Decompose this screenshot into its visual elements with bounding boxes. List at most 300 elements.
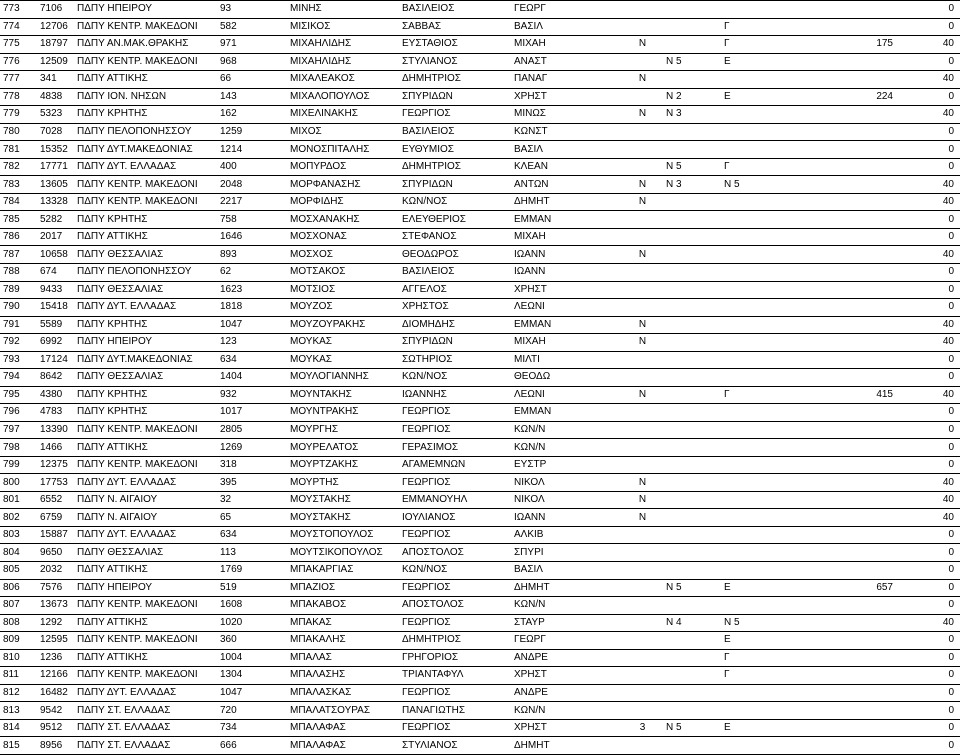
cell-flag-n (622, 421, 663, 439)
cell-level-b (721, 281, 779, 299)
cell-region: ΠΔΠΥ ΚΡΗΤΗΣ (74, 211, 217, 229)
cell-surname: ΜΟΥΡΤΗΣ (287, 474, 399, 492)
cell-row-number: 791 (0, 316, 37, 334)
cell-region: ΠΔΠΥ ΚΡΗΤΗΣ (74, 316, 217, 334)
table-row (0, 18, 960, 36)
cell-first-name: ΣΠΥΡΙΔΩΝ (399, 176, 511, 194)
cell-region: ΠΔΠΥ ΑΝ.ΜΑΚ.ΘΡΑΚΗΣ (74, 36, 217, 54)
cell-father-name: ΜΙΧΑΗ (511, 228, 622, 246)
cell-code: 2217 (217, 193, 287, 211)
cell-code: 32 (217, 491, 287, 509)
cell-region: ΠΔΠΥ ΑΤΤΙΚΗΣ (74, 228, 217, 246)
cell-points: 0 (899, 649, 960, 667)
cell-points: 0 (899, 263, 960, 281)
cell-record-id: 1292 (37, 614, 74, 632)
cell-row-number: 809 (0, 632, 37, 650)
cell-flag-n (622, 579, 663, 597)
cell-amount (779, 158, 899, 176)
cell-father-name: ΜΙΝΩΣ (511, 106, 622, 124)
cell-code: 62 (217, 263, 287, 281)
cell-amount (779, 702, 899, 720)
cell-level-b (721, 106, 779, 124)
cell-points: 0 (899, 369, 960, 387)
table-row (0, 351, 960, 369)
table-row (0, 579, 960, 597)
cell-points: 40 (899, 193, 960, 211)
cell-level-a: Ν 2 (663, 88, 721, 106)
cell-surname: ΜΟΥΚΑΣ (287, 351, 399, 369)
cell-level-b (721, 369, 779, 387)
cell-record-id: 13390 (37, 421, 74, 439)
cell-amount (779, 246, 899, 264)
cell-flag-n (622, 614, 663, 632)
cell-level-a (663, 281, 721, 299)
table-row (0, 1, 960, 19)
cell-surname: ΜΙΣΙΚΟΣ (287, 18, 399, 36)
cell-first-name: ΣΤΥΛΙΑΝΟΣ (399, 737, 511, 755)
cell-level-b: Γ (721, 386, 779, 404)
cell-surname: ΜΟΥΤΣΙΚΟΠΟΥΛΟΣ (287, 544, 399, 562)
cell-record-id: 12595 (37, 632, 74, 650)
cell-surname: ΜΠΑΚΑΒΟΣ (287, 597, 399, 615)
cell-record-id: 4838 (37, 88, 74, 106)
cell-first-name: ΓΕΩΡΓΙΟΣ (399, 526, 511, 544)
cell-code: 1004 (217, 649, 287, 667)
cell-points: 0 (899, 228, 960, 246)
cell-row-number: 777 (0, 71, 37, 89)
cell-code: 360 (217, 632, 287, 650)
cell-code: 1047 (217, 316, 287, 334)
cell-level-b: Ε (721, 88, 779, 106)
cell-region: ΠΔΠΥ Ν. ΑΙΓΑΙΟΥ (74, 491, 217, 509)
cell-surname: ΜΠΑΛΑΣΗΣ (287, 667, 399, 685)
cell-amount (779, 614, 899, 632)
cell-level-a (663, 211, 721, 229)
table-row (0, 702, 960, 720)
cell-code: 720 (217, 702, 287, 720)
table-row (0, 228, 960, 246)
cell-record-id: 13605 (37, 176, 74, 194)
cell-flag-n: Ν (622, 334, 663, 352)
cell-first-name: ΔΗΜΗΤΡΙΟΣ (399, 71, 511, 89)
cell-surname: ΜΙΧΑΗΛΙΔΗΣ (287, 36, 399, 54)
cell-amount (779, 1, 899, 19)
cell-level-b (721, 246, 779, 264)
cell-flag-n (622, 88, 663, 106)
cell-level-b (721, 597, 779, 615)
cell-father-name: ΕΥΣΤΡ (511, 456, 622, 474)
cell-first-name: ΓΕΩΡΓΙΟΣ (399, 421, 511, 439)
cell-first-name: ΓΕΩΡΓΙΟΣ (399, 614, 511, 632)
cell-level-b (721, 334, 779, 352)
cell-first-name: ΓΕΩΡΓΙΟΣ (399, 719, 511, 737)
table-row (0, 88, 960, 106)
cell-amount (779, 369, 899, 387)
cell-region: ΠΔΠΥ ΚΕΝΤΡ. ΜΑΚΕΔΟΝΙ (74, 456, 217, 474)
cell-points: 40 (899, 36, 960, 54)
cell-first-name: ΑΠΟΣΤΟΛΟΣ (399, 544, 511, 562)
cell-region: ΠΔΠΥ Ν. ΑΙΓΑΙΟΥ (74, 509, 217, 527)
cell-level-a (663, 246, 721, 264)
cell-region: ΠΔΠΥ ΠΕΛΟΠΟΝΗΣΣΟΥ (74, 123, 217, 141)
table-row (0, 386, 960, 404)
cell-points: 0 (899, 667, 960, 685)
cell-level-b (721, 702, 779, 720)
cell-row-number: 788 (0, 263, 37, 281)
cell-surname: ΜΠΑΚΑΡΓΙΑΣ (287, 562, 399, 580)
cell-flag-n: Ν (622, 71, 663, 89)
cell-code: 666 (217, 737, 287, 755)
cell-points: 0 (899, 123, 960, 141)
cell-amount (779, 649, 899, 667)
cell-level-b (721, 211, 779, 229)
cell-flag-n (622, 299, 663, 317)
cell-amount (779, 53, 899, 71)
cell-amount (779, 404, 899, 422)
cell-points: 40 (899, 71, 960, 89)
table-row (0, 491, 960, 509)
table-row (0, 71, 960, 89)
table-row (0, 36, 960, 54)
cell-level-b: Ν 5 (721, 176, 779, 194)
table-row (0, 53, 960, 71)
cell-surname: ΜΟΥΖΟΥΡΑΚΗΣ (287, 316, 399, 334)
cell-first-name: ΓΡΗΓΟΡΙΟΣ (399, 649, 511, 667)
cell-father-name: ΕΜΜΑΝ (511, 316, 622, 334)
cell-record-id: 1236 (37, 649, 74, 667)
cell-father-name: ΧΡΗΣΤ (511, 667, 622, 685)
table-row (0, 456, 960, 474)
cell-level-a: Ν 3 (663, 106, 721, 124)
cell-record-id: 16482 (37, 684, 74, 702)
cell-father-name: ΚΩΝ/Ν (511, 597, 622, 615)
cell-level-a (663, 737, 721, 755)
cell-surname: ΜΟΡΦΑΝΑΣΗΣ (287, 176, 399, 194)
cell-level-b (721, 71, 779, 89)
cell-points: 40 (899, 176, 960, 194)
cell-surname: ΜΟΥΣΤΑΚΗΣ (287, 509, 399, 527)
cell-amount (779, 228, 899, 246)
cell-level-a (663, 526, 721, 544)
cell-points: 0 (899, 1, 960, 19)
table-row (0, 684, 960, 702)
cell-record-id: 9512 (37, 719, 74, 737)
cell-row-number: 775 (0, 36, 37, 54)
cell-amount: 657 (779, 579, 899, 597)
cell-record-id: 13673 (37, 597, 74, 615)
cell-row-number: 793 (0, 351, 37, 369)
cell-region: ΠΔΠΥ ΔΥΤ. ΕΛΛΑΔΑΣ (74, 684, 217, 702)
cell-level-a (663, 456, 721, 474)
cell-code: 1304 (217, 667, 287, 685)
cell-points: 0 (899, 141, 960, 159)
cell-flag-n (622, 369, 663, 387)
cell-region: ΠΔΠΥ ΚΕΝΤΡ. ΜΑΚΕΔΟΝΙ (74, 193, 217, 211)
cell-row-number: 781 (0, 141, 37, 159)
cell-level-a (663, 562, 721, 580)
cell-father-name: ΑΝΑΣΤ (511, 53, 622, 71)
cell-code: 2805 (217, 421, 287, 439)
cell-level-b (721, 351, 779, 369)
cell-amount (779, 509, 899, 527)
cell-record-id: 2017 (37, 228, 74, 246)
cell-first-name: ΚΩΝ/ΝΟΣ (399, 193, 511, 211)
cell-row-number: 815 (0, 737, 37, 755)
cell-first-name: ΙΩΑΝΝΗΣ (399, 386, 511, 404)
cell-level-b (721, 456, 779, 474)
cell-first-name: ΕΥΘΥΜΙΟΣ (399, 141, 511, 159)
cell-first-name: ΔΗΜΗΤΡΙΟΣ (399, 632, 511, 650)
cell-first-name: ΑΓΓΕΛΟΣ (399, 281, 511, 299)
cell-first-name: ΕΥΣΤΑΘΙΟΣ (399, 36, 511, 54)
cell-points: 0 (899, 702, 960, 720)
cell-code: 932 (217, 386, 287, 404)
cell-father-name: ΙΩΑΝΝ (511, 509, 622, 527)
cell-level-b (721, 193, 779, 211)
cell-record-id: 13328 (37, 193, 74, 211)
cell-father-name: ΑΝΔΡΕ (511, 649, 622, 667)
cell-points: 40 (899, 474, 960, 492)
cell-amount (779, 176, 899, 194)
cell-flag-n (622, 141, 663, 159)
cell-surname: ΜΠΑΛΑΣ (287, 649, 399, 667)
cell-record-id: 17124 (37, 351, 74, 369)
cell-region: ΠΔΠΥ ΚΕΝΤΡ. ΜΑΚΕΔΟΝΙ (74, 632, 217, 650)
cell-surname: ΜΟΥΛΟΓΙΑΝΝΗΣ (287, 369, 399, 387)
cell-region: ΠΔΠΥ ΔΥΤ. ΕΛΛΑΔΑΣ (74, 158, 217, 176)
cell-flag-n: Ν (622, 316, 663, 334)
cell-region: ΠΔΠΥ ΘΕΣΣΑΛΙΑΣ (74, 281, 217, 299)
cell-code: 93 (217, 1, 287, 19)
cell-region: ΠΔΠΥ ΚΕΝΤΡ. ΜΑΚΕΔΟΝΙ (74, 18, 217, 36)
cell-points: 0 (899, 18, 960, 36)
cell-row-number: 789 (0, 281, 37, 299)
cell-record-id: 9650 (37, 544, 74, 562)
cell-level-a (663, 1, 721, 19)
cell-level-a (663, 684, 721, 702)
cell-first-name: ΒΑΣΙΛΕΙΟΣ (399, 263, 511, 281)
cell-code: 968 (217, 53, 287, 71)
cell-points: 0 (899, 526, 960, 544)
cell-amount: 415 (779, 386, 899, 404)
cell-level-b (721, 526, 779, 544)
cell-row-number: 797 (0, 421, 37, 439)
cell-surname: ΜΟΥΚΑΣ (287, 334, 399, 352)
cell-amount (779, 299, 899, 317)
cell-code: 1214 (217, 141, 287, 159)
cell-region: ΠΔΠΥ ΑΤΤΙΚΗΣ (74, 439, 217, 457)
cell-father-name: ΒΑΣΙΛ (511, 18, 622, 36)
cell-region: ΠΔΠΥ ΗΠΕΙΡΟΥ (74, 579, 217, 597)
cell-surname: ΜΟΥΝΤΡΑΚΗΣ (287, 404, 399, 422)
cell-level-a (663, 123, 721, 141)
table-row (0, 719, 960, 737)
cell-code: 113 (217, 544, 287, 562)
cell-level-b (721, 737, 779, 755)
cell-flag-n (622, 281, 663, 299)
cell-surname: ΜΟΣΧΟΣ (287, 246, 399, 264)
cell-surname: ΜΟΤΣΙΟΣ (287, 281, 399, 299)
cell-level-b: Γ (721, 667, 779, 685)
cell-row-number: 812 (0, 684, 37, 702)
cell-first-name: ΣΠΥΡΙΔΩΝ (399, 334, 511, 352)
cell-first-name: ΓΕΩΡΓΙΟΣ (399, 474, 511, 492)
cell-amount (779, 211, 899, 229)
cell-father-name: ΔΗΜΗΤ (511, 193, 622, 211)
cell-points: 0 (899, 632, 960, 650)
table-row (0, 123, 960, 141)
cell-father-name: ΜΙΧΑΗ (511, 36, 622, 54)
table-row (0, 299, 960, 317)
cell-row-number: 813 (0, 702, 37, 720)
cell-amount (779, 71, 899, 89)
cell-points: 0 (899, 579, 960, 597)
cell-record-id: 10658 (37, 246, 74, 264)
cell-level-b (721, 316, 779, 334)
cell-amount (779, 123, 899, 141)
cell-father-name: ΒΑΣΙΛ (511, 562, 622, 580)
cell-flag-n: Ν (622, 386, 663, 404)
cell-code: 1259 (217, 123, 287, 141)
cell-region: ΠΔΠΥ ΔΥΤ. ΕΛΛΑΔΑΣ (74, 526, 217, 544)
cell-points: 0 (899, 719, 960, 737)
cell-record-id: 1466 (37, 439, 74, 457)
cell-surname: ΜΙΧΑΛΕΑΚΟΣ (287, 71, 399, 89)
cell-amount (779, 526, 899, 544)
cell-level-b: Ε (721, 579, 779, 597)
cell-first-name: ΕΜΜΑΝΟΥΗΛ (399, 491, 511, 509)
cell-record-id: 8642 (37, 369, 74, 387)
cell-father-name: ΚΩΝ/Ν (511, 421, 622, 439)
cell-row-number: 787 (0, 246, 37, 264)
cell-first-name: ΕΛΕΥΘΕΡΙΟΣ (399, 211, 511, 229)
cell-code: 1047 (217, 684, 287, 702)
cell-level-a (663, 316, 721, 334)
cell-surname: ΜΟΝΟΣΠΙΤΑΛΗΣ (287, 141, 399, 159)
cell-region: ΠΔΠΥ ΔΥΤ.ΜΑΚΕΔΟΝΙΑΣ (74, 351, 217, 369)
table-row (0, 211, 960, 229)
cell-father-name: ΑΝΔΡΕ (511, 684, 622, 702)
cell-points: 0 (899, 562, 960, 580)
table-row (0, 562, 960, 580)
cell-father-name: ΛΕΩΝΙ (511, 386, 622, 404)
cell-flag-n (622, 649, 663, 667)
cell-region: ΠΔΠΥ ΑΤΤΙΚΗΣ (74, 562, 217, 580)
cell-level-a (663, 369, 721, 387)
cell-flag-n (622, 123, 663, 141)
cell-amount (779, 474, 899, 492)
cell-father-name: ΚΩΝ/Ν (511, 702, 622, 720)
cell-level-b: Ν 5 (721, 614, 779, 632)
cell-surname: ΜΙΝΗΣ (287, 1, 399, 19)
cell-flag-n: Ν (622, 474, 663, 492)
cell-level-a (663, 386, 721, 404)
cell-level-a (663, 193, 721, 211)
cell-row-number: 807 (0, 597, 37, 615)
cell-points: 0 (899, 421, 960, 439)
cell-first-name: ΚΩΝ/ΝΟΣ (399, 562, 511, 580)
cell-level-a (663, 71, 721, 89)
cell-father-name: ΓΕΩΡΓ (511, 1, 622, 19)
cell-level-b (721, 544, 779, 562)
cell-flag-n: Ν (622, 193, 663, 211)
cell-region: ΠΔΠΥ ΔΥΤ. ΕΛΛΑΔΑΣ (74, 299, 217, 317)
cell-level-b (721, 439, 779, 457)
cell-father-name: ΒΑΣΙΛ (511, 141, 622, 159)
cell-amount (779, 439, 899, 457)
table-row (0, 509, 960, 527)
cell-row-number: 804 (0, 544, 37, 562)
cell-amount (779, 351, 899, 369)
cell-points: 0 (899, 88, 960, 106)
cell-father-name: ΙΩΑΝΝ (511, 246, 622, 264)
cell-row-number: 773 (0, 1, 37, 19)
cell-region: ΠΔΠΥ ΠΕΛΟΠΟΝΗΣΣΟΥ (74, 263, 217, 281)
cell-record-id: 17753 (37, 474, 74, 492)
cell-level-a (663, 18, 721, 36)
table-row (0, 263, 960, 281)
cell-row-number: 792 (0, 334, 37, 352)
cell-region: ΠΔΠΥ ΚΡΗΤΗΣ (74, 106, 217, 124)
cell-level-b: Γ (721, 158, 779, 176)
cell-code: 1818 (217, 299, 287, 317)
table-row (0, 316, 960, 334)
cell-level-a: Ν 5 (663, 53, 721, 71)
cell-amount (779, 281, 899, 299)
cell-surname: ΜΟΣΧΟΝΑΣ (287, 228, 399, 246)
cell-first-name: ΔΗΜΗΤΡΙΟΣ (399, 158, 511, 176)
cell-level-a (663, 404, 721, 422)
table-row (0, 439, 960, 457)
cell-level-b (721, 263, 779, 281)
cell-record-id: 17771 (37, 158, 74, 176)
cell-points: 0 (899, 439, 960, 457)
cell-first-name: ΣΩΤΗΡΙΟΣ (399, 351, 511, 369)
cell-flag-n (622, 263, 663, 281)
cell-record-id: 7576 (37, 579, 74, 597)
cell-record-id: 341 (37, 71, 74, 89)
cell-row-number: 790 (0, 299, 37, 317)
cell-record-id: 15418 (37, 299, 74, 317)
cell-flag-n (622, 404, 663, 422)
table-row (0, 649, 960, 667)
cell-level-a (663, 509, 721, 527)
cell-surname: ΜΟΥΝΤΑΚΗΣ (287, 386, 399, 404)
cell-level-a (663, 491, 721, 509)
cell-amount (779, 193, 899, 211)
cell-level-a (663, 228, 721, 246)
cell-flag-n: Ν (622, 176, 663, 194)
table-row (0, 176, 960, 194)
cell-points: 40 (899, 334, 960, 352)
cell-amount: 224 (779, 88, 899, 106)
cell-record-id: 8956 (37, 737, 74, 755)
cell-first-name: ΚΩΝ/ΝΟΣ (399, 369, 511, 387)
cell-surname: ΜΙΧΑΛΟΠΟΥΛΟΣ (287, 88, 399, 106)
cell-first-name: ΣΤΕΦΑΝΟΣ (399, 228, 511, 246)
cell-row-number: 806 (0, 579, 37, 597)
cell-code: 1269 (217, 439, 287, 457)
cell-father-name: ΙΩΑΝΝ (511, 263, 622, 281)
table-row (0, 246, 960, 264)
cell-flag-n: Ν (622, 509, 663, 527)
cell-flag-n: Ν (622, 106, 663, 124)
cell-row-number: 800 (0, 474, 37, 492)
cell-surname: ΜΙΧΑΗΛΙΔΗΣ (287, 53, 399, 71)
cell-surname: ΜΟΥΡΕΛΑΤΟΣ (287, 439, 399, 457)
table-row (0, 421, 960, 439)
cell-surname: ΜΟΥΖΟΣ (287, 299, 399, 317)
